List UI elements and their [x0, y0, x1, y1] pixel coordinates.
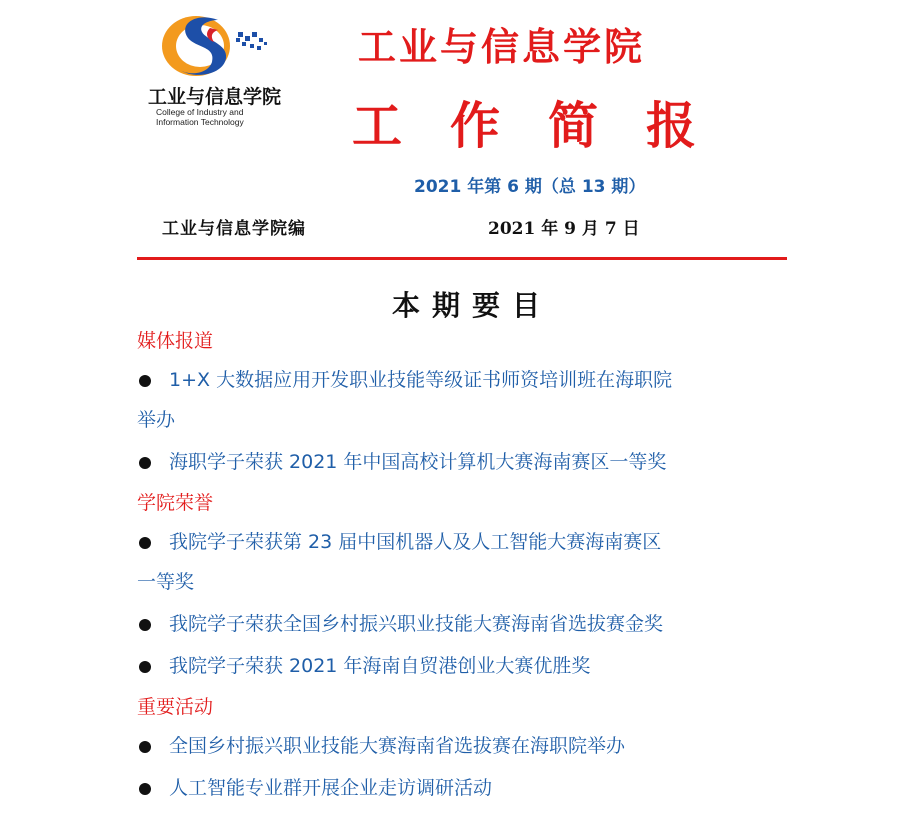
bullet-icon [139, 661, 151, 673]
toc-heading: 本期要目 [392, 289, 553, 322]
logo-english-line-2: Information Technology [156, 117, 244, 127]
bullet-icon [139, 457, 151, 469]
toc-entry[interactable] [137, 726, 787, 766]
toc-entry-line-1: 海职学子荣获 2021 年中国高校计算机大赛海南赛区一等奖 [169, 451, 667, 473]
toc-entry[interactable] [137, 646, 787, 686]
table-of-contents [137, 322, 787, 810]
toc-entry-line-1: 全国乡村振兴职业技能大赛海南省选拔赛在海职院举办 [169, 735, 626, 757]
issue-date: 2021 年 9 月 7 日 [488, 219, 640, 239]
toc-entry-line-1: 人工智能专业群开展企业走访调研活动 [169, 777, 493, 799]
college-logo [148, 8, 298, 127]
toc-entry-line-1: 我院学子荣获第 23 届中国机器人及人工智能大赛海南赛区 [169, 531, 662, 553]
toc-entry-line-1: 我院学子荣获 2021 年海南自贸港创业大赛优胜奖 [169, 655, 591, 677]
editor-line: 工业与信息学院编 [162, 219, 306, 239]
bullet-icon [139, 741, 151, 753]
college-emblem-icon [156, 8, 276, 82]
section-title-media: 媒体报道 [137, 330, 214, 352]
bullet-icon [139, 537, 151, 549]
toc-entry[interactable] [137, 604, 787, 644]
issue-number: 2021 年第 6 期（总 13 期） [414, 177, 646, 197]
logo-chinese-name: 工业与信息学院 [148, 86, 282, 108]
toc-entry-line-2: 举办 [137, 409, 176, 431]
brief-title: 工作简报 [352, 96, 744, 155]
logo-english-name [156, 107, 244, 127]
logo-english-line-1: College of Industry and [156, 107, 244, 117]
toc-entry-line-1: 1+X 大数据应用开发职业技能等级证书师资培训班在海职院 [169, 369, 673, 391]
toc-entry-line-1: 我院学子荣获全国乡村振兴职业技能大赛海南省选拔赛金奖 [169, 613, 664, 635]
header-divider [137, 257, 787, 260]
toc-entry[interactable] [137, 360, 787, 440]
bullet-icon [139, 619, 151, 631]
toc-entry[interactable] [137, 442, 787, 482]
section-title-honors: 学院荣誉 [137, 492, 214, 514]
section-title-activities: 重要活动 [137, 696, 214, 718]
toc-entry[interactable] [137, 768, 787, 808]
school-title: 工业与信息学院 [358, 24, 646, 69]
bullet-icon [139, 375, 151, 387]
bullet-icon [139, 783, 151, 795]
toc-entry[interactable] [137, 522, 787, 602]
toc-entry-line-2: 一等奖 [137, 571, 195, 593]
